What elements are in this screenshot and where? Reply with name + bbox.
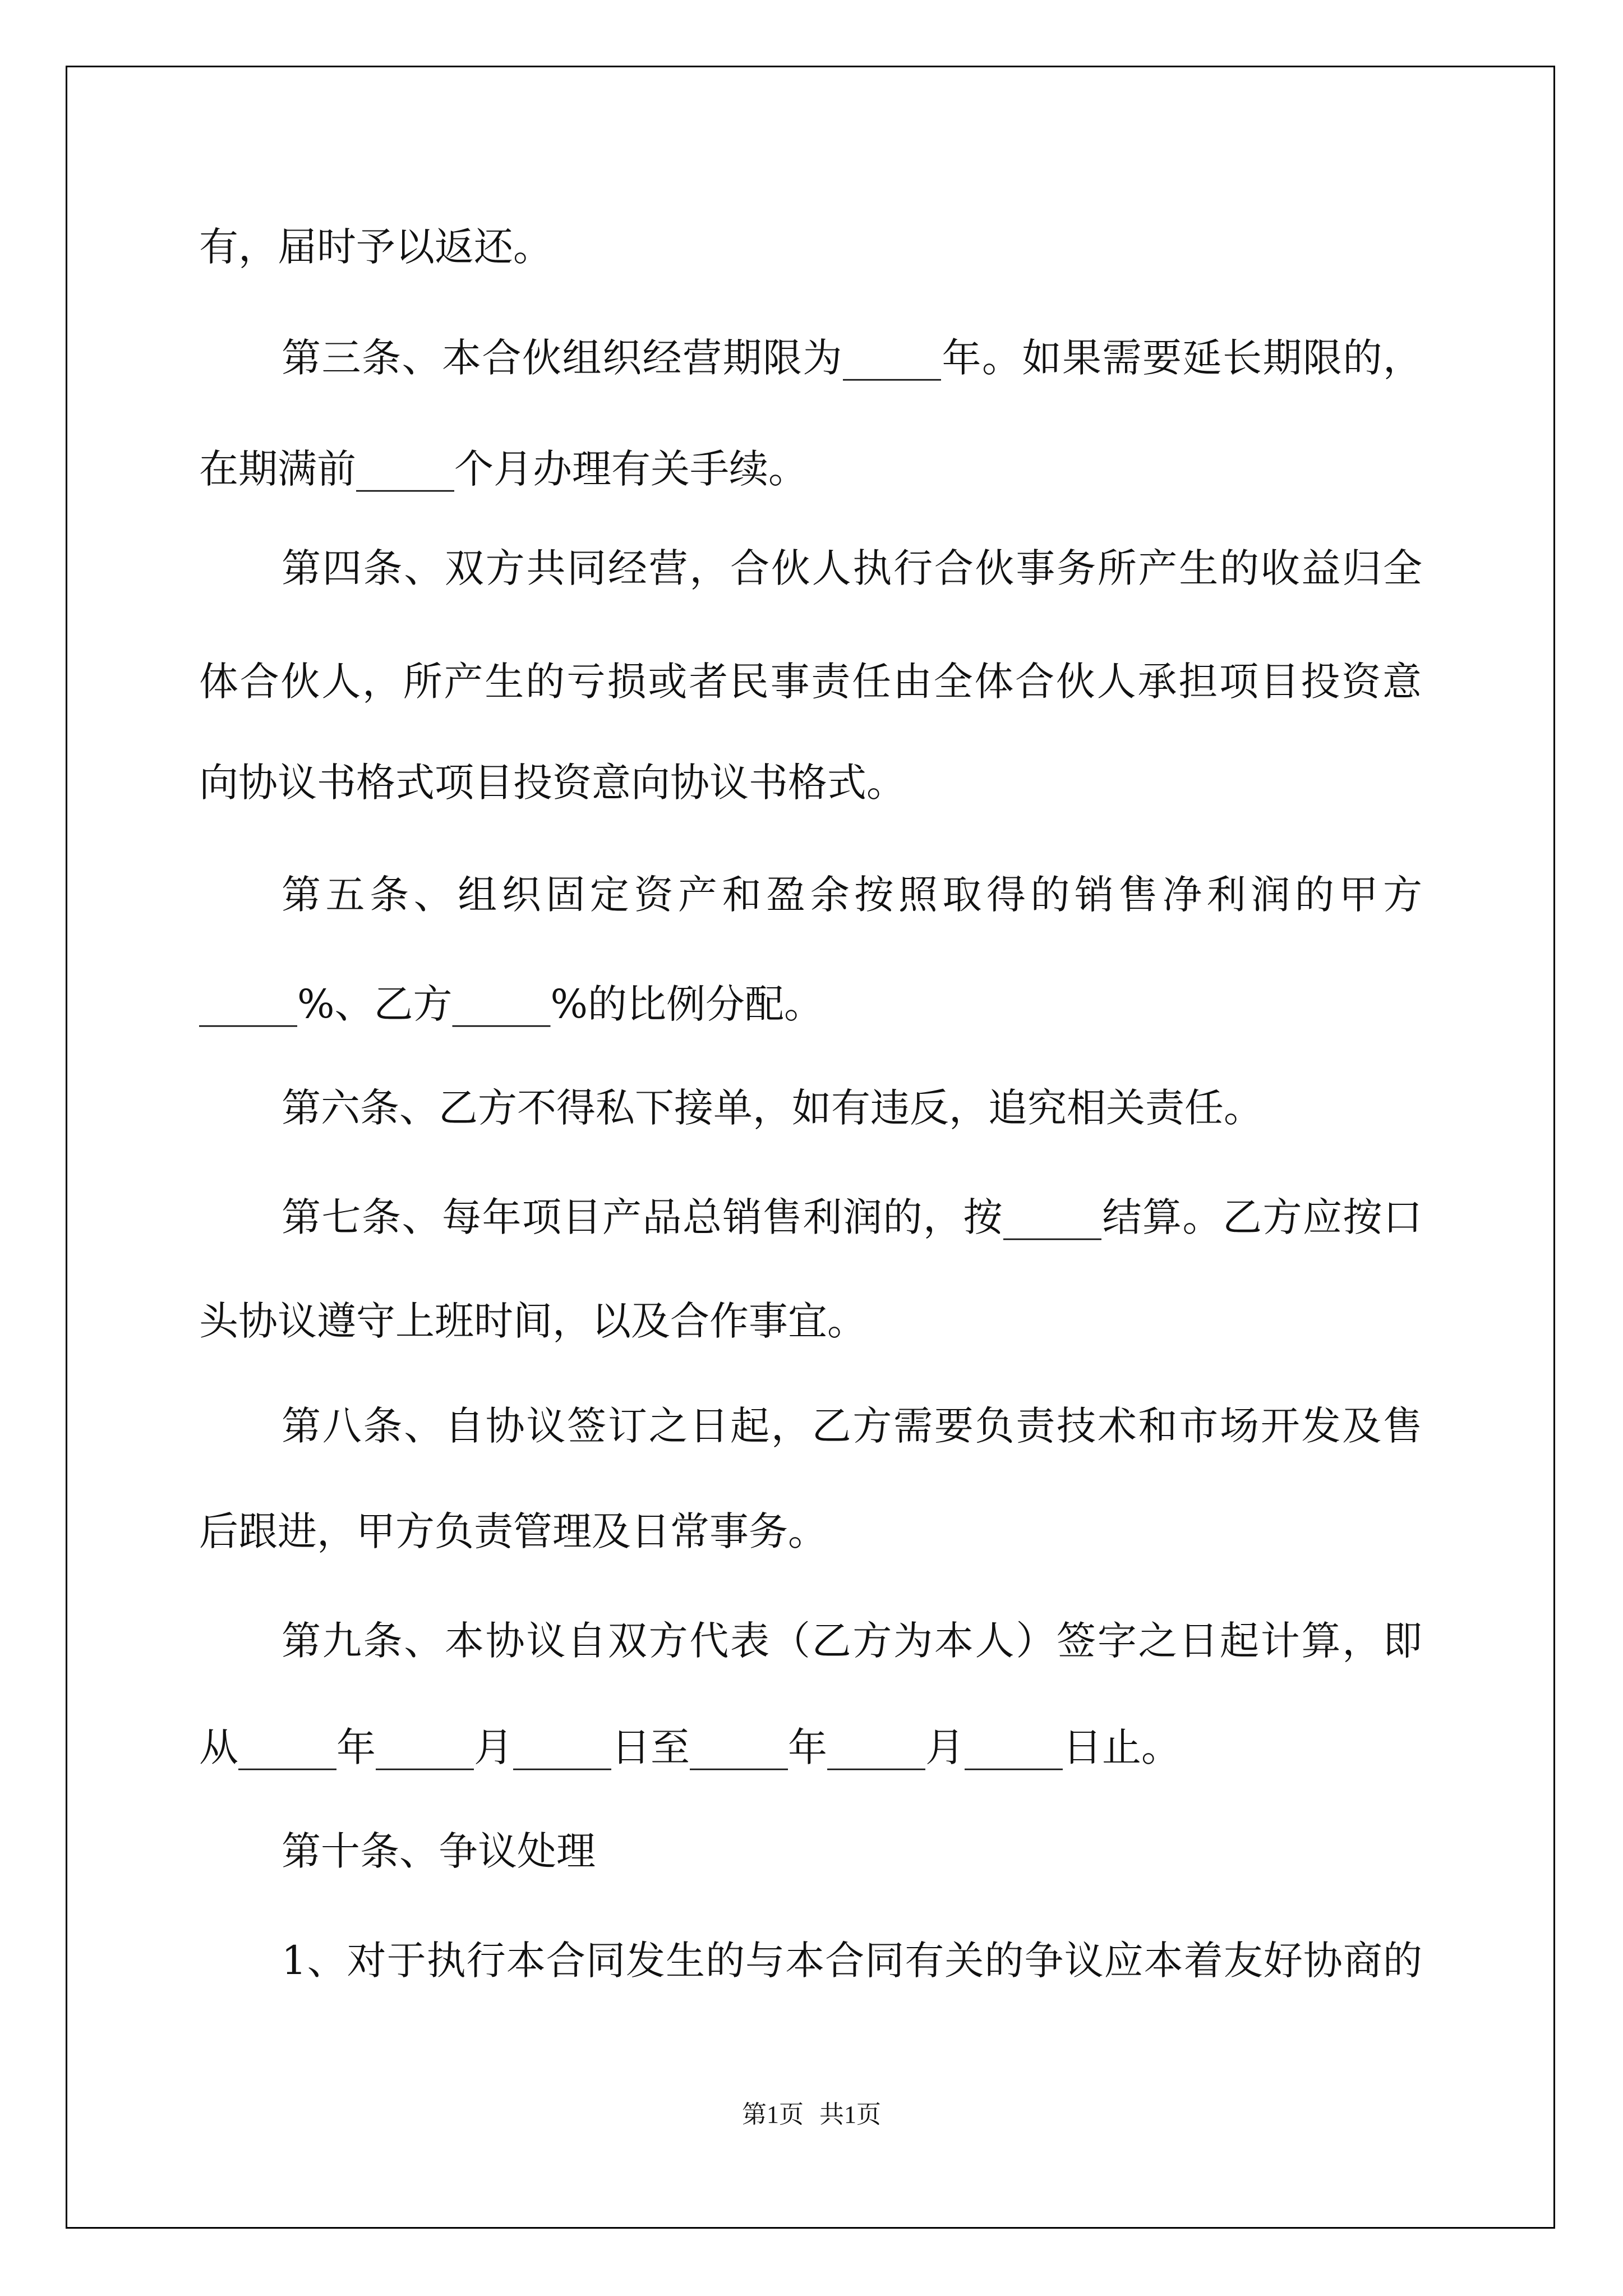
page-border (66, 66, 1555, 2229)
text-line: 头协议遵守上班时间，以及合作事宜。 (199, 1298, 866, 1344)
text-line: 第九条、本协议自双方代表（乙方为本人）签字之日起计算，即 (282, 1618, 1422, 1664)
text-line: 向协议书格式项目投资意向协议书格式。 (199, 760, 906, 806)
page-footer (0, 2098, 1623, 2132)
text-line: 后跟进，甲方负责管理及日常事务。 (199, 1508, 827, 1554)
text-line: 从_____年_____月_____日至_____年_____月_____日止。 (199, 1724, 1181, 1770)
text-line: 第四条、双方共同经营，合伙人执行合伙事务所产生的收益归全 (282, 545, 1422, 591)
text-line: 第十条、争议处理 (282, 1828, 596, 1874)
page-number-total: 共1页 (819, 2101, 881, 2128)
text-line: 第七条、每年项目产品总销售利润的，按_____结算。乙方应按口 (282, 1194, 1422, 1240)
text-line: 有，届时予以返还。 (199, 224, 552, 270)
text-line: 在期满前_____个月办理有关手续。 (199, 446, 808, 492)
text-line: 第三条、本合伙组织经营期限为_____年。如果需要延长期限的， (282, 335, 1422, 381)
text-line: 第八条、自协议签订之日起，乙方需要负责技术和市场开发及售 (282, 1403, 1422, 1449)
text-line: 1、对于执行本合同发生的与本合同有关的争议应本着友好协商的 (282, 1938, 1422, 1984)
text-line: 第五条、组织固定资产和盈余按照取得的销售净利润的甲方 (282, 872, 1422, 918)
text-line: 体合伙人，所产生的亏损或者民事责任由全体合伙人承担项目投资意 (199, 659, 1422, 705)
text-line: _____%、乙方_____%的比例分配。 (199, 981, 824, 1027)
text-line: 第六条、乙方不得私下接单，如有违反，追究相关责任。 (282, 1085, 1263, 1131)
page-number-current: 第1页 (742, 2101, 804, 2128)
